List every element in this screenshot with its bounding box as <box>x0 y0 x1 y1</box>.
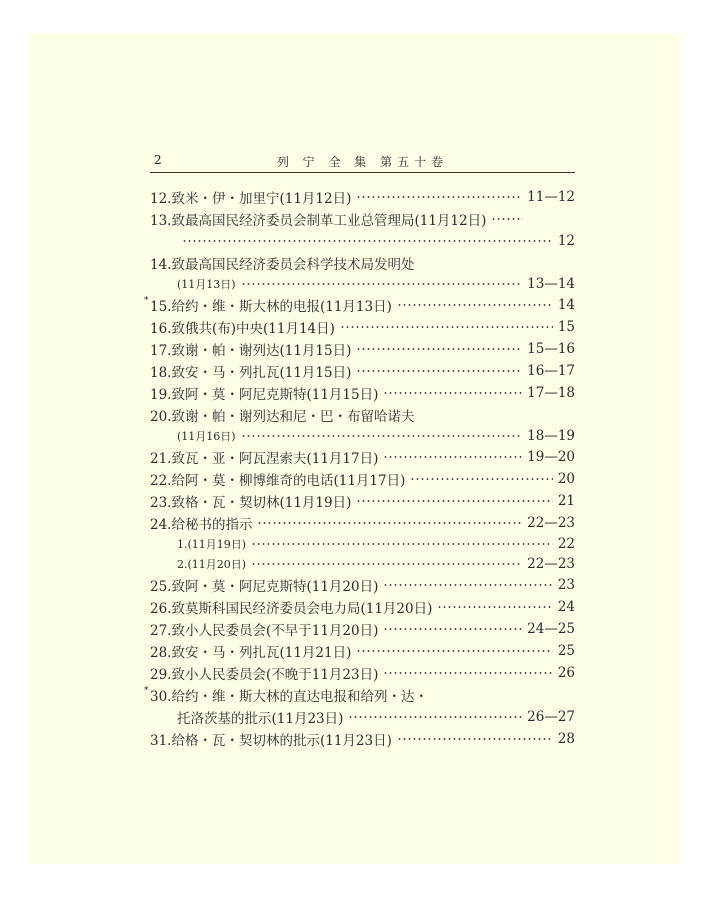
leader-dots <box>241 283 523 285</box>
toc-entry-title: 1.(11月19日) <box>177 538 247 551</box>
toc-entry <box>144 684 575 706</box>
toc-entry-title: 托洛茨基的批示(11月23日) <box>177 711 344 727</box>
leader-dots <box>356 370 522 372</box>
running-title: 列 宁 全 集 第五十卷 <box>276 155 449 169</box>
toc-page-number: 14 <box>557 297 575 313</box>
toc-entry-title: 31.给格・瓦・契切林的批示(11月23日) <box>150 733 392 749</box>
toc-entry-title: 30.给约・维・斯大林的直达电报和给列・达・ <box>150 689 428 705</box>
toc-page-number: 22 <box>557 536 575 552</box>
toc-entry <box>150 468 575 490</box>
page-number: 2 <box>154 153 162 167</box>
toc-entry <box>150 618 575 640</box>
leader-dots <box>410 478 552 480</box>
leader-dots <box>348 716 522 718</box>
page-header <box>150 153 575 171</box>
asterisk-mark: * <box>144 685 149 696</box>
toc-page-number: 20 <box>557 471 575 487</box>
toc-entry <box>150 534 575 554</box>
toc-entry <box>150 512 575 534</box>
leader-dots <box>397 738 553 740</box>
toc-page-number: 22—23 <box>527 556 575 572</box>
toc-entry-title: 14.致最高国民经济委员会科学技术局发明处 <box>150 257 415 273</box>
toc-entry-title: 22.给阿・莫・柳博维奇的电话(11月17日) <box>150 473 406 489</box>
toc-entry <box>150 316 575 338</box>
toc-entry-title: 24.给秘书的指示 <box>150 517 253 533</box>
toc-entry-title: 25.致阿・莫・阿尼克斯特(11月20日) <box>150 579 379 595</box>
toc-entry <box>150 338 575 360</box>
toc-entry <box>150 230 575 252</box>
toc-entry <box>150 706 575 728</box>
toc-entry <box>150 186 575 208</box>
leader-dots <box>356 348 522 350</box>
toc-page-number: 15 <box>557 319 575 335</box>
toc-entry-title: 21.致瓦・亚・阿瓦涅索夫(11月17日) <box>150 451 379 467</box>
toc-page-number: 13—14 <box>527 276 575 292</box>
leader-dots <box>241 435 523 437</box>
toc-page-number: 24 <box>557 599 575 615</box>
leader-dots <box>383 672 552 674</box>
toc-entry-title: 12.致米・伊・加里宁(11月12日) <box>150 191 352 207</box>
toc-entry <box>144 294 575 316</box>
leader-dots <box>491 218 523 220</box>
toc-page-number: 25 <box>557 643 575 659</box>
toc-page-number: 21 <box>557 493 575 509</box>
toc-page-number: 22—23 <box>527 515 575 531</box>
toc-page-number: 28 <box>557 731 575 747</box>
toc-entry <box>150 640 575 662</box>
header-rule <box>150 172 575 173</box>
toc-page-number: 16—17 <box>527 363 575 379</box>
leader-dots <box>383 584 552 586</box>
toc-entry <box>150 596 575 618</box>
toc-entry-title: 17.致谢・帕・谢列达(11月15日) <box>150 343 352 359</box>
toc-entry <box>150 574 575 596</box>
toc-page-number: 18—19 <box>527 428 575 444</box>
toc-page-number: 11—12 <box>527 189 575 205</box>
toc-entry <box>150 728 575 750</box>
toc-entry <box>150 554 575 574</box>
toc-entry-title: 27.致小人民委员会(不早于11月20日) <box>150 623 379 639</box>
leader-dots <box>383 456 522 458</box>
toc-entry-title: (11月16日) <box>177 430 236 443</box>
toc-entry-title: 26.致莫斯科国民经济委员会电力局(11月20日) <box>150 601 433 617</box>
leader-dots <box>356 650 552 652</box>
asterisk-mark: * <box>144 295 149 306</box>
table-of-contents <box>144 186 575 750</box>
leader-dots <box>356 500 552 502</box>
toc-entry <box>150 662 575 684</box>
toc-entry-title: (11月13日) <box>177 278 236 291</box>
leader-dots <box>437 606 552 608</box>
toc-page-number: 12 <box>557 233 575 249</box>
toc-page-number: 19—20 <box>527 449 575 465</box>
toc-entry <box>150 208 575 230</box>
leader-dots <box>397 304 553 306</box>
leader-dots <box>257 522 522 524</box>
leader-dots <box>383 392 522 394</box>
toc-entry-title: 20.致谢・帕・谢列达和尼・巴・布留哈诺夫 <box>150 409 415 425</box>
toc-entry-title: 15.给约・维・斯大林的电报(11月13日) <box>150 299 392 315</box>
toc-entry-title: 28.致安・马・列扎瓦(11月21日) <box>150 645 352 661</box>
toc-entry-title: 2.(11月20日) <box>177 558 247 571</box>
toc-entry <box>150 252 575 274</box>
toc-page-number: 26 <box>557 665 575 681</box>
toc-entry <box>150 404 575 426</box>
leader-dots <box>182 240 553 242</box>
toc-page-number: 23 <box>557 577 575 593</box>
toc-page-number: 26—27 <box>527 709 575 725</box>
toc-entry-title: 13.致最高国民经济委员会制革工业总管理局(11月12日) <box>150 213 487 229</box>
toc-entry <box>150 426 575 446</box>
leader-dots <box>251 543 553 545</box>
leader-dots <box>356 196 522 198</box>
toc-page-number: 15—16 <box>527 341 575 357</box>
toc-entry-title: 23.致格・瓦・契切林(11月19日) <box>150 495 352 511</box>
toc-entry-title: 19.致阿・莫・阿尼克斯特(11月15日) <box>150 387 379 403</box>
toc-entry <box>150 446 575 468</box>
leader-dots <box>383 628 522 630</box>
toc-page-number: 17—18 <box>527 385 575 401</box>
toc-entry-title: 16.致俄共(布)中央(11月14日) <box>150 321 335 337</box>
toc-page-number: 24—25 <box>527 621 575 637</box>
toc-entry-title: 18.致安・马・列扎瓦(11月15日) <box>150 365 352 381</box>
toc-entry <box>150 490 575 512</box>
toc-entry-title: 29.致小人民委员会(不晚于11月23日) <box>150 667 379 683</box>
leader-dots <box>340 326 553 328</box>
leader-dots <box>251 563 522 565</box>
toc-entry <box>150 360 575 382</box>
toc-entry <box>150 274 575 294</box>
toc-entry <box>150 382 575 404</box>
